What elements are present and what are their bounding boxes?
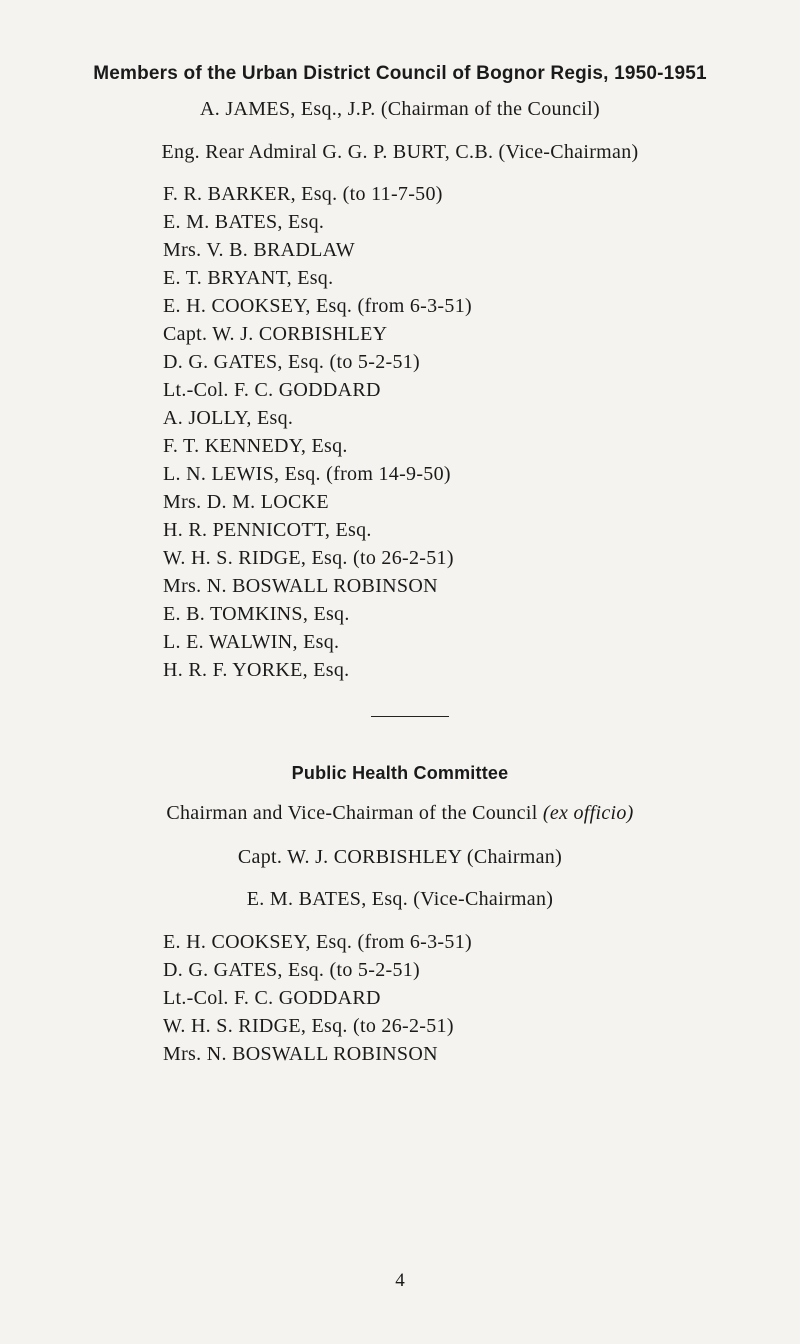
list-item: E. T. BRYANT, Esq. [163, 267, 334, 289]
list-item: W. H. S. RIDGE, Esq. (to 26-2-51) [163, 547, 454, 569]
committee-vice-chairman: E. M. BATES, Esq. (Vice-Chairman) [246, 888, 554, 910]
list-item: D. G. GATES, Esq. (to 5-2-51) [163, 351, 421, 373]
list-item: L. E. WALWIN, Esq. [163, 631, 340, 653]
list-item: E. M. BATES, Esq. [163, 211, 325, 233]
list-item: E. B. TOMKINS, Esq. [163, 603, 350, 625]
list-item: F. T. KENNEDY, Esq. [163, 435, 348, 457]
list-item: Mrs. V. B. BRADLAW [163, 239, 355, 261]
committee-chairman: Capt. W. J. CORBISHLEY (Chairman) [237, 846, 563, 868]
list-item: F. R. BARKER, Esq. (to 11-7-50) [163, 183, 443, 205]
list-item: E. H. COOKSEY, Esq. (from 6-3-51) [163, 931, 472, 953]
committee-ex-officio-line [0, 802, 800, 825]
ex-officio-note: (ex officio) [542, 802, 634, 824]
list-item: H. R. PENNICOTT, Esq. [163, 519, 372, 541]
list-item: Mrs. D. M. LOCKE [163, 491, 329, 513]
list-item: H. R. F. YORKE, Esq. [163, 659, 350, 681]
list-item: L. N. LEWIS, Esq. (from 14-9-50) [163, 463, 451, 485]
list-item: Mrs. N. BOSWALL ROBINSON [163, 575, 438, 597]
list-item: A. JOLLY, Esq. [163, 407, 294, 429]
list-item: Lt.-Col. F. C. GODDARD [163, 987, 381, 1009]
council-heading: Members of the Urban District Council of Bognor Regis, 1950-1951 [93, 63, 707, 84]
council-vice-chairman: Eng. Rear Admiral G. G. P. BURT, C.B. (Vice-Chairman) [161, 141, 639, 163]
list-item: W. H. S. RIDGE, Esq. (to 26-2-51) [163, 1015, 454, 1037]
list-item: Capt. W. J. CORBISHLEY [163, 323, 388, 345]
page-number: 4 [395, 1270, 405, 1291]
list-item: Mrs. N. BOSWALL ROBINSON [163, 1043, 438, 1065]
list-item: E. H. COOKSEY, Esq. (from 6-3-51) [163, 295, 472, 317]
ex-officio-text: Chairman and Vice-Chairman of the Council [166, 802, 538, 824]
list-item: D. G. GATES, Esq. (to 5-2-51) [163, 959, 421, 981]
council-chairman: A. JAMES, Esq., J.P. (Chairman of the Council) [200, 98, 600, 120]
list-item: Lt.-Col. F. C. GODDARD [163, 379, 381, 401]
section-divider [371, 716, 449, 717]
committee-heading: Public Health Committee [291, 763, 509, 783]
